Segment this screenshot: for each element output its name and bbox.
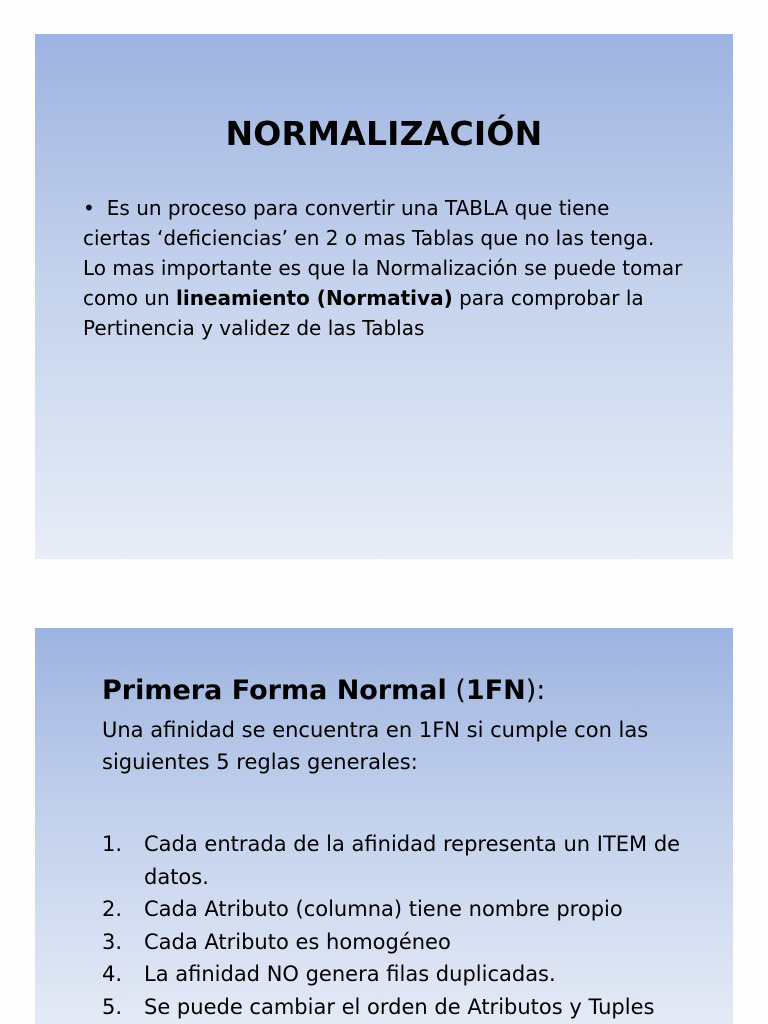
list-item — [102, 893, 702, 926]
slide-title: NORMALIZACIÓN — [225, 114, 543, 153]
list-text: La afinidad NO genera filas duplicadas. — [144, 962, 556, 986]
paragraph-end: para comprobar la Pertinencia y validez de las Tablas — [83, 286, 644, 340]
heading-bold-abbrev: 1FN — [465, 675, 526, 706]
list-item — [102, 926, 702, 959]
slide-primera-forma-normal — [35, 628, 733, 1024]
list-number: 4. — [102, 962, 123, 986]
heading-paren-open: ( — [446, 675, 466, 706]
heading-bold-title: Primera Forma Normal — [102, 675, 447, 706]
slide-heading — [102, 674, 545, 708]
bullet-icon: • — [83, 196, 95, 220]
heading-paren-close: ): — [525, 675, 546, 706]
list-text: Cada Atributo (columna) tiene nombre propio — [144, 897, 623, 921]
list-text: Cada entrada de la afinidad representa un ITEM de datos. — [144, 832, 681, 889]
slide-normalizacion — [35, 34, 733, 559]
list-item — [102, 958, 702, 991]
list-text: Se puede cambiar el orden de Atributos y Tuples — [144, 994, 655, 1019]
list-item — [102, 991, 702, 1024]
list-text: Cada Atributo es homogéneo — [144, 929, 451, 954]
bullet-paragraph — [83, 193, 683, 253]
body-paragraph — [83, 253, 683, 343]
paragraph-start: Lo mas importante es que la Normalización se puede tomar como un — [83, 256, 683, 310]
list-number: 2. — [102, 897, 123, 921]
list-number: 5. — [102, 994, 123, 1019]
bullet-text: Es un proceso para convertir una TABLA que tiene ciertas ‘deficiencias’ en 2 o mas Tablas que no las tenga. — [83, 196, 655, 250]
intro-text: Una afinidad se encuentra en 1FN si cumple con las siguientes 5 reglas generales: — [102, 718, 649, 774]
rules-list — [102, 828, 702, 1023]
slide-body — [83, 193, 683, 343]
list-number: 1. — [102, 832, 123, 856]
list-number: 3. — [102, 929, 123, 954]
paragraph-bold: lineamiento (Normativa) — [176, 286, 453, 310]
list-item — [102, 828, 702, 893]
